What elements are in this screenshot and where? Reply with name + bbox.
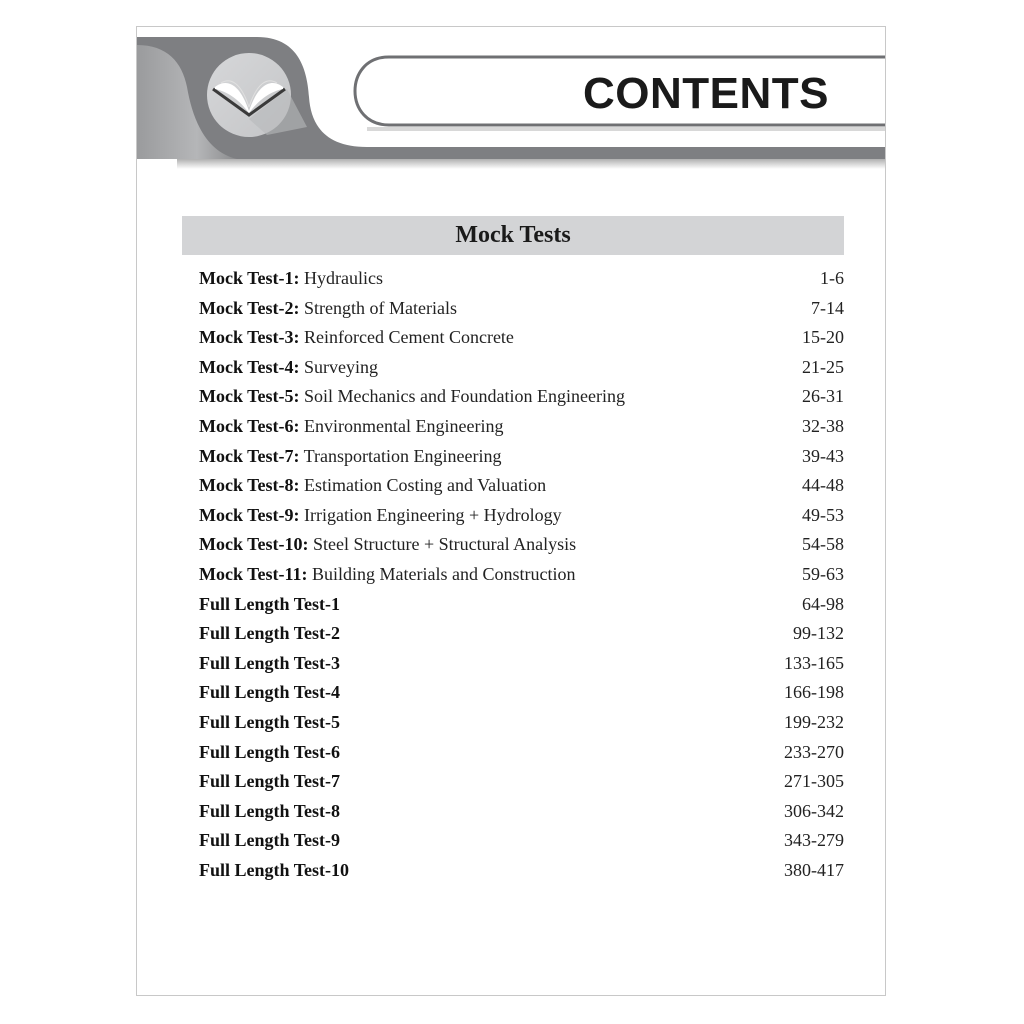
entry-pages: 99-132 [793, 623, 844, 644]
toc-entry[interactable] [199, 830, 844, 860]
entry-label: Full Length Test-7 [199, 771, 341, 792]
entry-label: Full Length Test-2 [199, 623, 341, 644]
entry-pages: 54-58 [802, 534, 844, 555]
entry-pages: 15-20 [802, 327, 844, 348]
entry-subject: Surveying [299, 356, 378, 377]
entry-pages: 59-63 [802, 563, 844, 584]
entry-label: Mock Test-3: [199, 327, 300, 348]
entry-pages: 199-232 [784, 711, 844, 732]
entry-pages: 233-270 [784, 741, 844, 762]
entry-label: Full Length Test-8 [199, 800, 341, 821]
section-header [182, 216, 844, 255]
entry-pages: 49-53 [802, 504, 844, 525]
toc-entry[interactable] [199, 594, 844, 624]
toc-entry[interactable] [199, 653, 844, 683]
entry-pages: 343-279 [784, 830, 844, 851]
toc-entry[interactable] [199, 386, 844, 416]
toc-entry[interactable] [199, 564, 844, 594]
entry-label: Mock Test-11: [199, 563, 308, 584]
entry-pages: 166-198 [784, 682, 844, 703]
toc-entry[interactable] [199, 801, 844, 831]
entry-label: Mock Test-10: [199, 534, 309, 555]
entry-pages: 1-6 [820, 268, 844, 288]
toc-entry[interactable] [199, 416, 844, 446]
entry-label: Mock Test-6: [199, 415, 300, 436]
entry-label: Full Length Test-1 [199, 593, 341, 614]
entry-pages: 7-14 [811, 297, 844, 318]
toc-entry[interactable] [199, 298, 844, 328]
toc-entry[interactable] [199, 742, 844, 772]
toc-entry[interactable] [199, 357, 844, 387]
entry-label: Mock Test-7: [199, 445, 300, 466]
section-title: Mock Tests [455, 222, 571, 248]
contents-page [136, 26, 886, 996]
entry-subject: Hydraulics [299, 268, 383, 288]
entry-pages: 306-342 [784, 800, 844, 821]
entry-pages: 133-165 [784, 652, 844, 673]
toc-entry[interactable] [199, 446, 844, 476]
entry-subject: Steel Structure + Structural Analysis [308, 534, 577, 555]
entry-label: Full Length Test-10 [199, 859, 350, 880]
entry-label: Full Length Test-9 [199, 830, 341, 851]
entry-subject: Building Materials and Construction [307, 563, 576, 584]
entry-label: Mock Test-5: [199, 386, 300, 407]
toc-entry[interactable] [199, 505, 844, 535]
entry-subject: Irrigation Engineering + Hydrology [299, 504, 562, 525]
toc-entry[interactable] [199, 534, 844, 564]
entry-label: Mock Test-1: [199, 268, 300, 288]
entry-subject: Soil Mechanics and Foundation Engineering [299, 386, 625, 407]
entry-pages: 271-305 [784, 771, 844, 792]
entry-subject: Transportation Engineering [299, 445, 502, 466]
entry-pages: 32-38 [802, 415, 844, 436]
toc-entry[interactable] [199, 860, 844, 890]
entry-label: Mock Test-9: [199, 504, 300, 525]
entry-label: Mock Test-2: [199, 297, 300, 318]
toc-entry[interactable] [199, 682, 844, 712]
entry-subject: Strength of Materials [299, 297, 457, 318]
entry-subject: Environmental Engineering [299, 415, 504, 436]
entry-subject: Estimation Costing and Valuation [299, 475, 547, 496]
toc-entry[interactable] [199, 475, 844, 505]
toc-entry[interactable] [199, 327, 844, 357]
entry-label: Full Length Test-4 [199, 682, 341, 703]
toc-entry[interactable] [199, 268, 844, 298]
toc-entry[interactable] [199, 623, 844, 653]
entry-label: Full Length Test-6 [199, 741, 341, 762]
entry-label: Full Length Test-3 [199, 652, 341, 673]
entry-label: Mock Test-8: [199, 475, 300, 496]
entry-subject: Reinforced Cement Concrete [299, 327, 514, 348]
entry-label: Mock Test-4: [199, 356, 300, 377]
toc-entry[interactable] [199, 712, 844, 742]
entry-pages: 380-417 [784, 859, 844, 880]
entry-pages: 39-43 [802, 445, 844, 466]
toc-entry[interactable] [199, 771, 844, 801]
entry-label: Full Length Test-5 [199, 711, 341, 732]
entry-pages: 26-31 [802, 386, 844, 407]
table-of-contents [199, 268, 844, 889]
entry-pages: 64-98 [802, 593, 844, 614]
entry-pages: 44-48 [802, 475, 844, 496]
entry-pages: 21-25 [802, 356, 844, 377]
header-banner [137, 27, 886, 177]
page-title: CONTENTS [583, 69, 829, 118]
